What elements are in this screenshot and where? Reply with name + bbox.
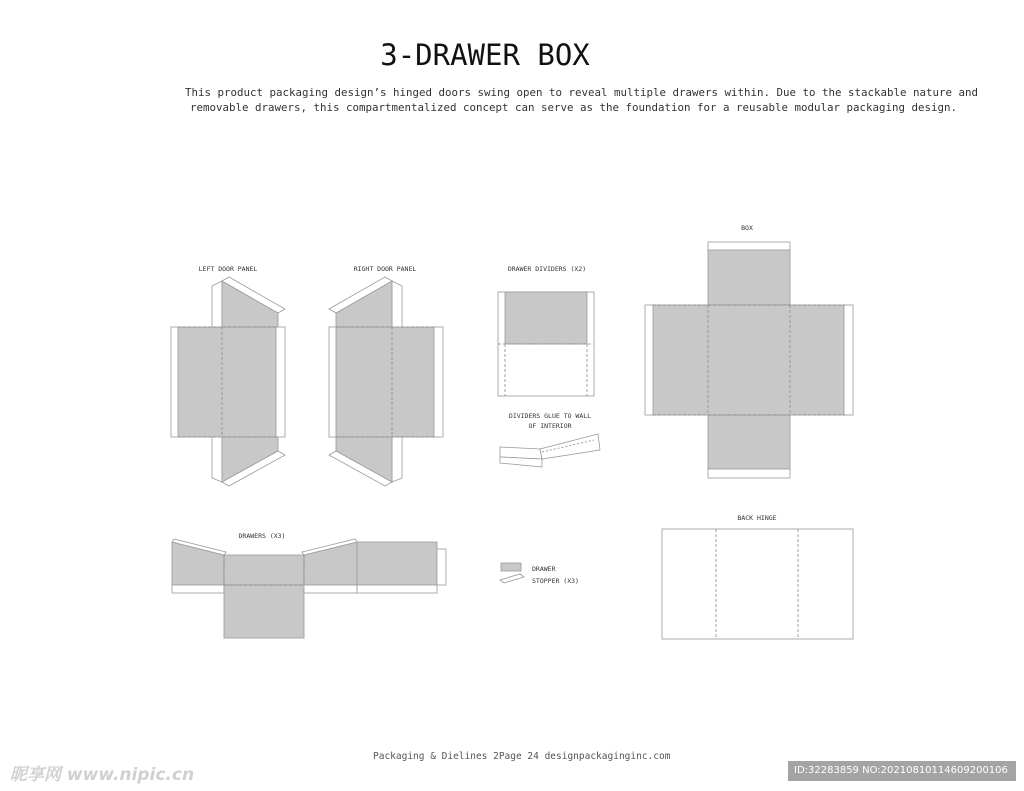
label-box: BOX: [741, 224, 753, 232]
drawer-dividers: [498, 292, 594, 396]
label-stopper-line-1: DRAWER: [532, 565, 556, 573]
back-hinge: [662, 529, 853, 639]
label-back-hinge: BACK HINGE: [737, 514, 777, 522]
label-left-door-panel: LEFT DOOR PANEL: [198, 265, 258, 273]
label-drawers: DRAWERS (X3): [238, 532, 286, 540]
description-line-1: This product packaging design’s hinged doors swing open to reveal multiple drawers within. Due to the stackable nature and: [185, 86, 979, 99]
label-glue-line-1: DIVIDERS GLUE TO WALL: [508, 412, 592, 420]
label-drawer-dividers: DRAWER DIVIDERS (X2): [507, 265, 587, 273]
right-door-panel: [329, 277, 443, 486]
label-stopper-line-2: STOPPER (X3): [532, 577, 579, 585]
description-line-2: removable drawers, this compartmentalized concept can serve as the foundation for a reusable modular packaging design.: [190, 101, 958, 114]
watermark-id: ID:32283859 NO:20210810114609200106: [788, 761, 1016, 781]
watermark-logo: 昵享网 www.nipic.cn: [10, 765, 195, 785]
label-right-door-panel: RIGHT DOOR PANEL: [353, 265, 417, 273]
page-title: 3-DRAWER BOX: [380, 38, 590, 72]
label-glue-line-2: OF INTERIOR: [528, 422, 572, 430]
left-door-panel: [171, 277, 285, 486]
drawers-net: [172, 539, 446, 638]
divider-glue-illustration: [500, 434, 600, 467]
box-net: [645, 242, 853, 478]
page-footer: Packaging & Dielines 2Page 24 designpackaginginc.com: [373, 751, 671, 762]
stopper-legend: [500, 563, 524, 583]
